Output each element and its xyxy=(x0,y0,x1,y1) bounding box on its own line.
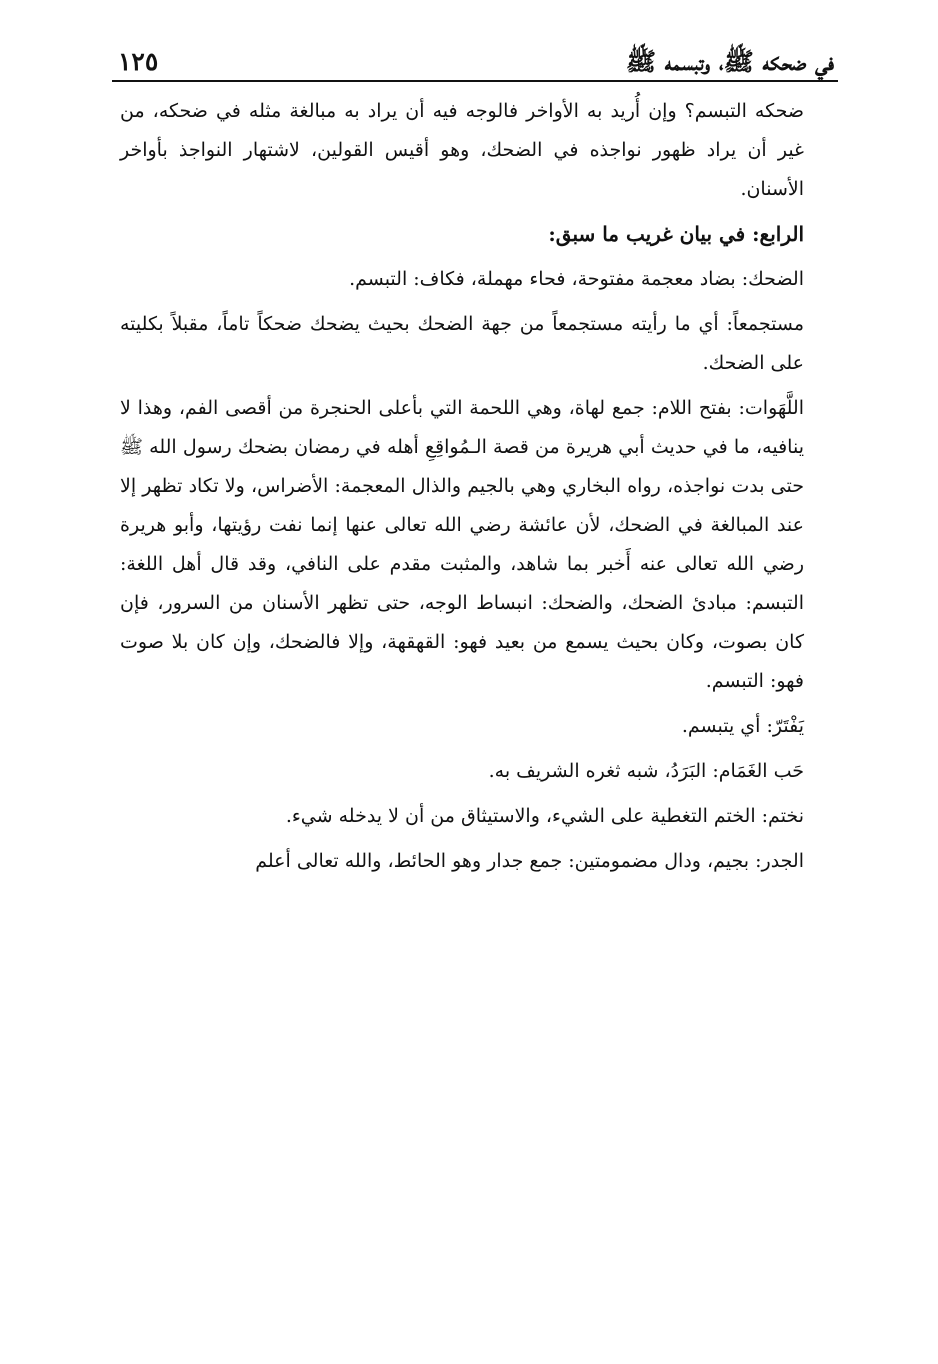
definition-nakhtim: نختم: الختم التغطية على الشيء، والاستيثاق من أن لا يدخله شيء. xyxy=(285,805,804,827)
page-number: ١٢٥ xyxy=(118,47,159,76)
definition-aljudur: الجدر: بجيم، ودال مضمومتين: جمع جدار وهو الحائط، والله تعالى أعلم xyxy=(255,850,804,872)
page-body xyxy=(120,92,804,887)
running-header xyxy=(118,34,834,74)
chapter-title: في ضحكه ﷺ، وتبسمه ﷺ xyxy=(625,47,834,76)
definition-dahk: الضحك: بضاد معجمة مفتوحة، فحاء مهملة، فكاف: التبسم. xyxy=(349,268,804,290)
header-divider xyxy=(112,80,838,82)
paragraph-continuation: ضحكه التبسم؟ وإن أُريد به الأواخر فالوجه فيه أن يراد به مبالغة مثله في ضحكه، من غير أن يراد ظهور نواجذه في الضحك، وهو أقيس القولين، لاشتهار النواجذ بأواخر الأسنان. xyxy=(120,100,804,200)
definition-lahawat: اللَّهَوات: بفتح اللام: جمع لهاة، وهي اللحمة التي بأعلى الحنجرة من أقصى الفم، وهذا لا ينافيه، ما في حديث أبي هريرة من قصة الـمُواقِعِ أهله في رمضان بضحك رسول الله ﷺ حتى بدت نواجذه، رواه البخاري وهي بالجيم والذال المعجمة: الأضراس، ولا تكاد تظهر إلا عند المبالغة في الضحك، لأن عائشة رضي الله تعالى عنها إنما نفت رؤيتها، وأبو هريرة رضي الله تعالى عنه أَخبر بما شاهد، والمثبت مقدم على النافي، وقد قال أهل اللغة: التبسم: مبادئ الضحك، والضحك: انبساط الوجه، حتى تظهر الأسنان من السرور، فإن كان بصوت، وكان بحيث يسمع من بعيد فهو: القهقهة، وإلا فالضحك، وإن كان بلا صوت فهو: التبسم. xyxy=(120,397,804,692)
section-heading: الرابع: في بيان غريب ما سبق: xyxy=(548,222,804,246)
definition-habb-alghamam: حَب الغَمَام: البَرَدُ، شبه ثغره الشريف به. xyxy=(488,760,804,782)
definition-mustajmian: مستجمعاً: أي ما رأيته مستجمعاً من جهة الضحك بحيث يضحك ضحكاً تاماً، مقبلاً بكليته على الضحك. xyxy=(120,313,804,374)
definition-yaftarr: يَفْتَرّ: أي يتبسم. xyxy=(681,715,804,737)
